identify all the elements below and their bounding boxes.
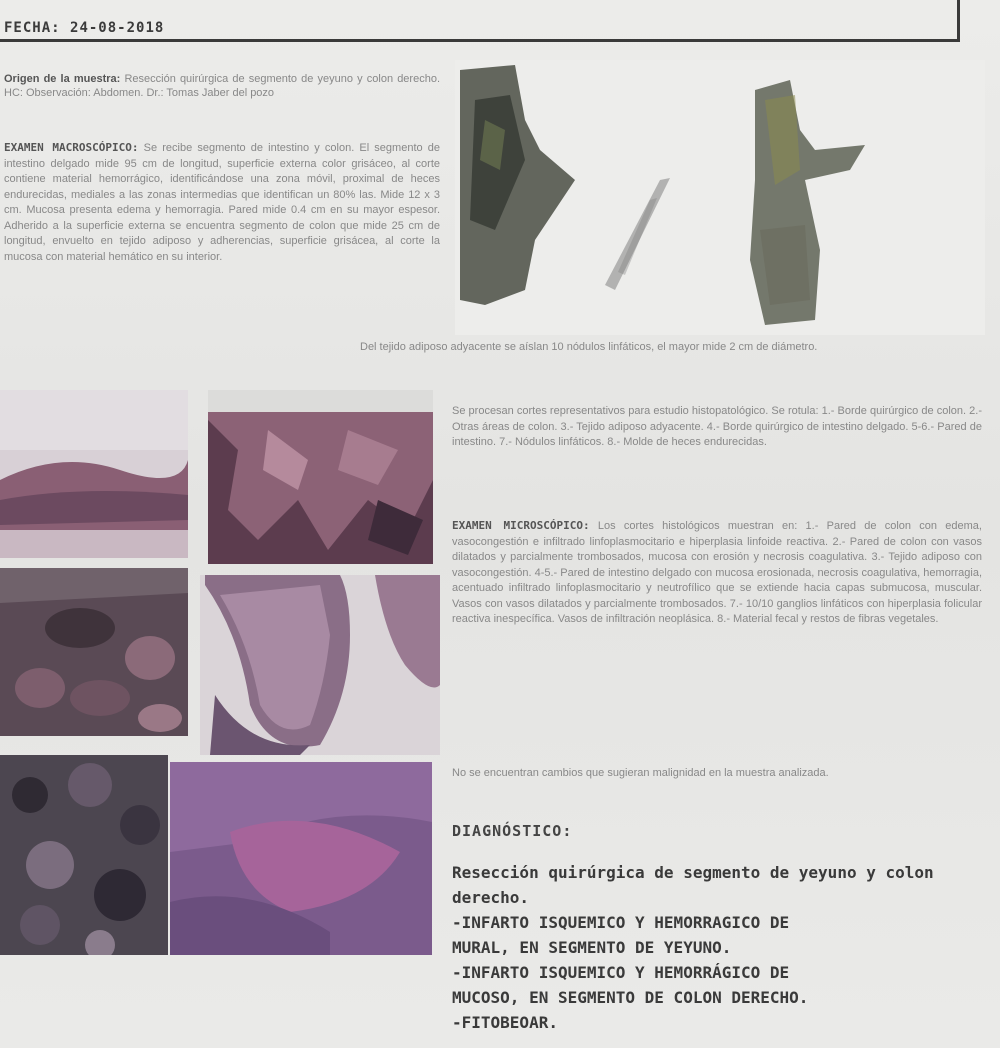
macroscopic-continuation: Del tejido adiposo adyacente se aíslan 10 nódulos linfáticos, el mayor mide 2 cm de diámetro.: [360, 341, 818, 353]
processing-text: Se procesan cortes representativos para estudio histopatológico. Se rotula: 1.- Borde quirúrgico de colon. 2.- Otras áreas de colon. 3.- Tejido adiposo adyacente. 4.- Borde quirúrgico de intestino delgado. 5-6.- Pared de intestino. 7.- Nódulos linfáticos. 8.- Molde de heces endurecidas.: [452, 405, 982, 448]
histology-panel-6: [170, 762, 432, 955]
diagnosis-line-1: Resección quirúrgica de segmento de yeyuno y colon: [452, 863, 934, 882]
macroscopic-label: EXAMEN MACROSCÓPICO:: [4, 141, 139, 154]
histology-image-2: [208, 390, 433, 564]
macroscopic-text: Se recibe segmento de intestino y colon. El segmento de intestino delgado mide 95 cm de longitud, superficie externa color grisáceo, al corte contiene material hemorrágico, identificándose una zona móvil, proximal de heces endurecidas, mediales a las zonas intermedias que identifican un 80% las. Mide 12 x 3 cm. Mucosa presenta edema y hemorragia. Pared mide 0.4 cm en su mayor espesor. Adherido a la superficie externa se encuentra segmento de colon que mide 25 cm de longitud, envuelto en tejido adiposo y adherencias, superficie grisácea, al corte la mucosa con material hemático en su interior.: [4, 142, 440, 263]
diagnosis-line-7: -FITOBEOAR.: [452, 1013, 558, 1032]
microscopic-section: [452, 518, 982, 628]
macroscopic-section: [4, 140, 440, 265]
histology-panel-3: [0, 568, 188, 736]
histology-image-1: [0, 390, 188, 558]
histology-image-3: [0, 568, 188, 736]
histology-panel-5: [0, 755, 168, 955]
microscopic-text: Los cortes histológicos muestran en: 1.- Pared de colon con edema, vasocongestión e infiltrado linfoplasmocitario e hiperplasia linfoide reactiva. 2.- Pared de colon con vasos dilatados y parcialmente trombosados, mucosa con erosión y necrosis coagulativa. 3.- Tejido adiposo con vasocongestión. 4-5.- Pared de intestino delgado con mucosa erosionada, necrosis coagulativa, hemorragia, acentuado infiltrado linfoplasmocitario y neutrofílico que se extiende hacia capas submucosa, muscular. Vasos con vasos dilatados y parcialmente trombosados. 7.- 10/10 ganglios linfáticos con hiperplasia folicular reactiva inespecífica. Vasos de infiltración neoplásica. 8.- Material fecal y restos de fibras vegetales.: [452, 520, 982, 625]
histology-image-5: [0, 755, 168, 955]
gross-specimen-image: [455, 60, 985, 335]
date-value: 24-08-2018: [70, 20, 165, 36]
date-label: FECHA:: [4, 20, 61, 36]
origin-section: [4, 72, 440, 100]
no-malignancy-section: [452, 766, 982, 782]
diagnosis-line-3: -INFARTO ISQUEMICO Y HEMORRAGICO DE: [452, 913, 790, 932]
histology-image-4: [200, 575, 440, 755]
origin-label: Origen de la muestra:: [4, 73, 121, 85]
processing-section: [452, 404, 982, 451]
diagnosis-line-5: -INFARTO ISQUEMICO Y HEMORRÁGICO DE: [452, 963, 790, 982]
diagnosis-line-2: derecho.: [452, 888, 530, 907]
diagnosis-line-4: MURAL, EN SEGMENTO DE YEYUNO.: [452, 938, 732, 957]
histology-panel-2: [208, 390, 433, 564]
date-field: [4, 20, 164, 36]
origin-text: Resección quirúrgica de segmento de yeyuno y colon derecho. HC: Observación: Abdomen. Dr.: Tomas Jaber del pozo: [4, 73, 440, 99]
diagnosis-title: DIAGNÓSTICO:: [452, 822, 573, 840]
no-malignancy-text: No se encuentran cambios que sugieran malignidad en la muestra analizada.: [452, 767, 829, 779]
histology-image-6: [170, 762, 432, 955]
microscopic-label: EXAMEN MICROSCÓPICO:: [452, 519, 590, 532]
histology-panel-1: [0, 390, 188, 558]
diagnosis-body: [452, 860, 1000, 1035]
histology-panel-4: [200, 575, 440, 755]
gross-specimen-photo: [455, 60, 985, 335]
diagnosis-line-6: MUCOSO, EN SEGMENTO DE COLON DERECHO.: [452, 988, 809, 1007]
